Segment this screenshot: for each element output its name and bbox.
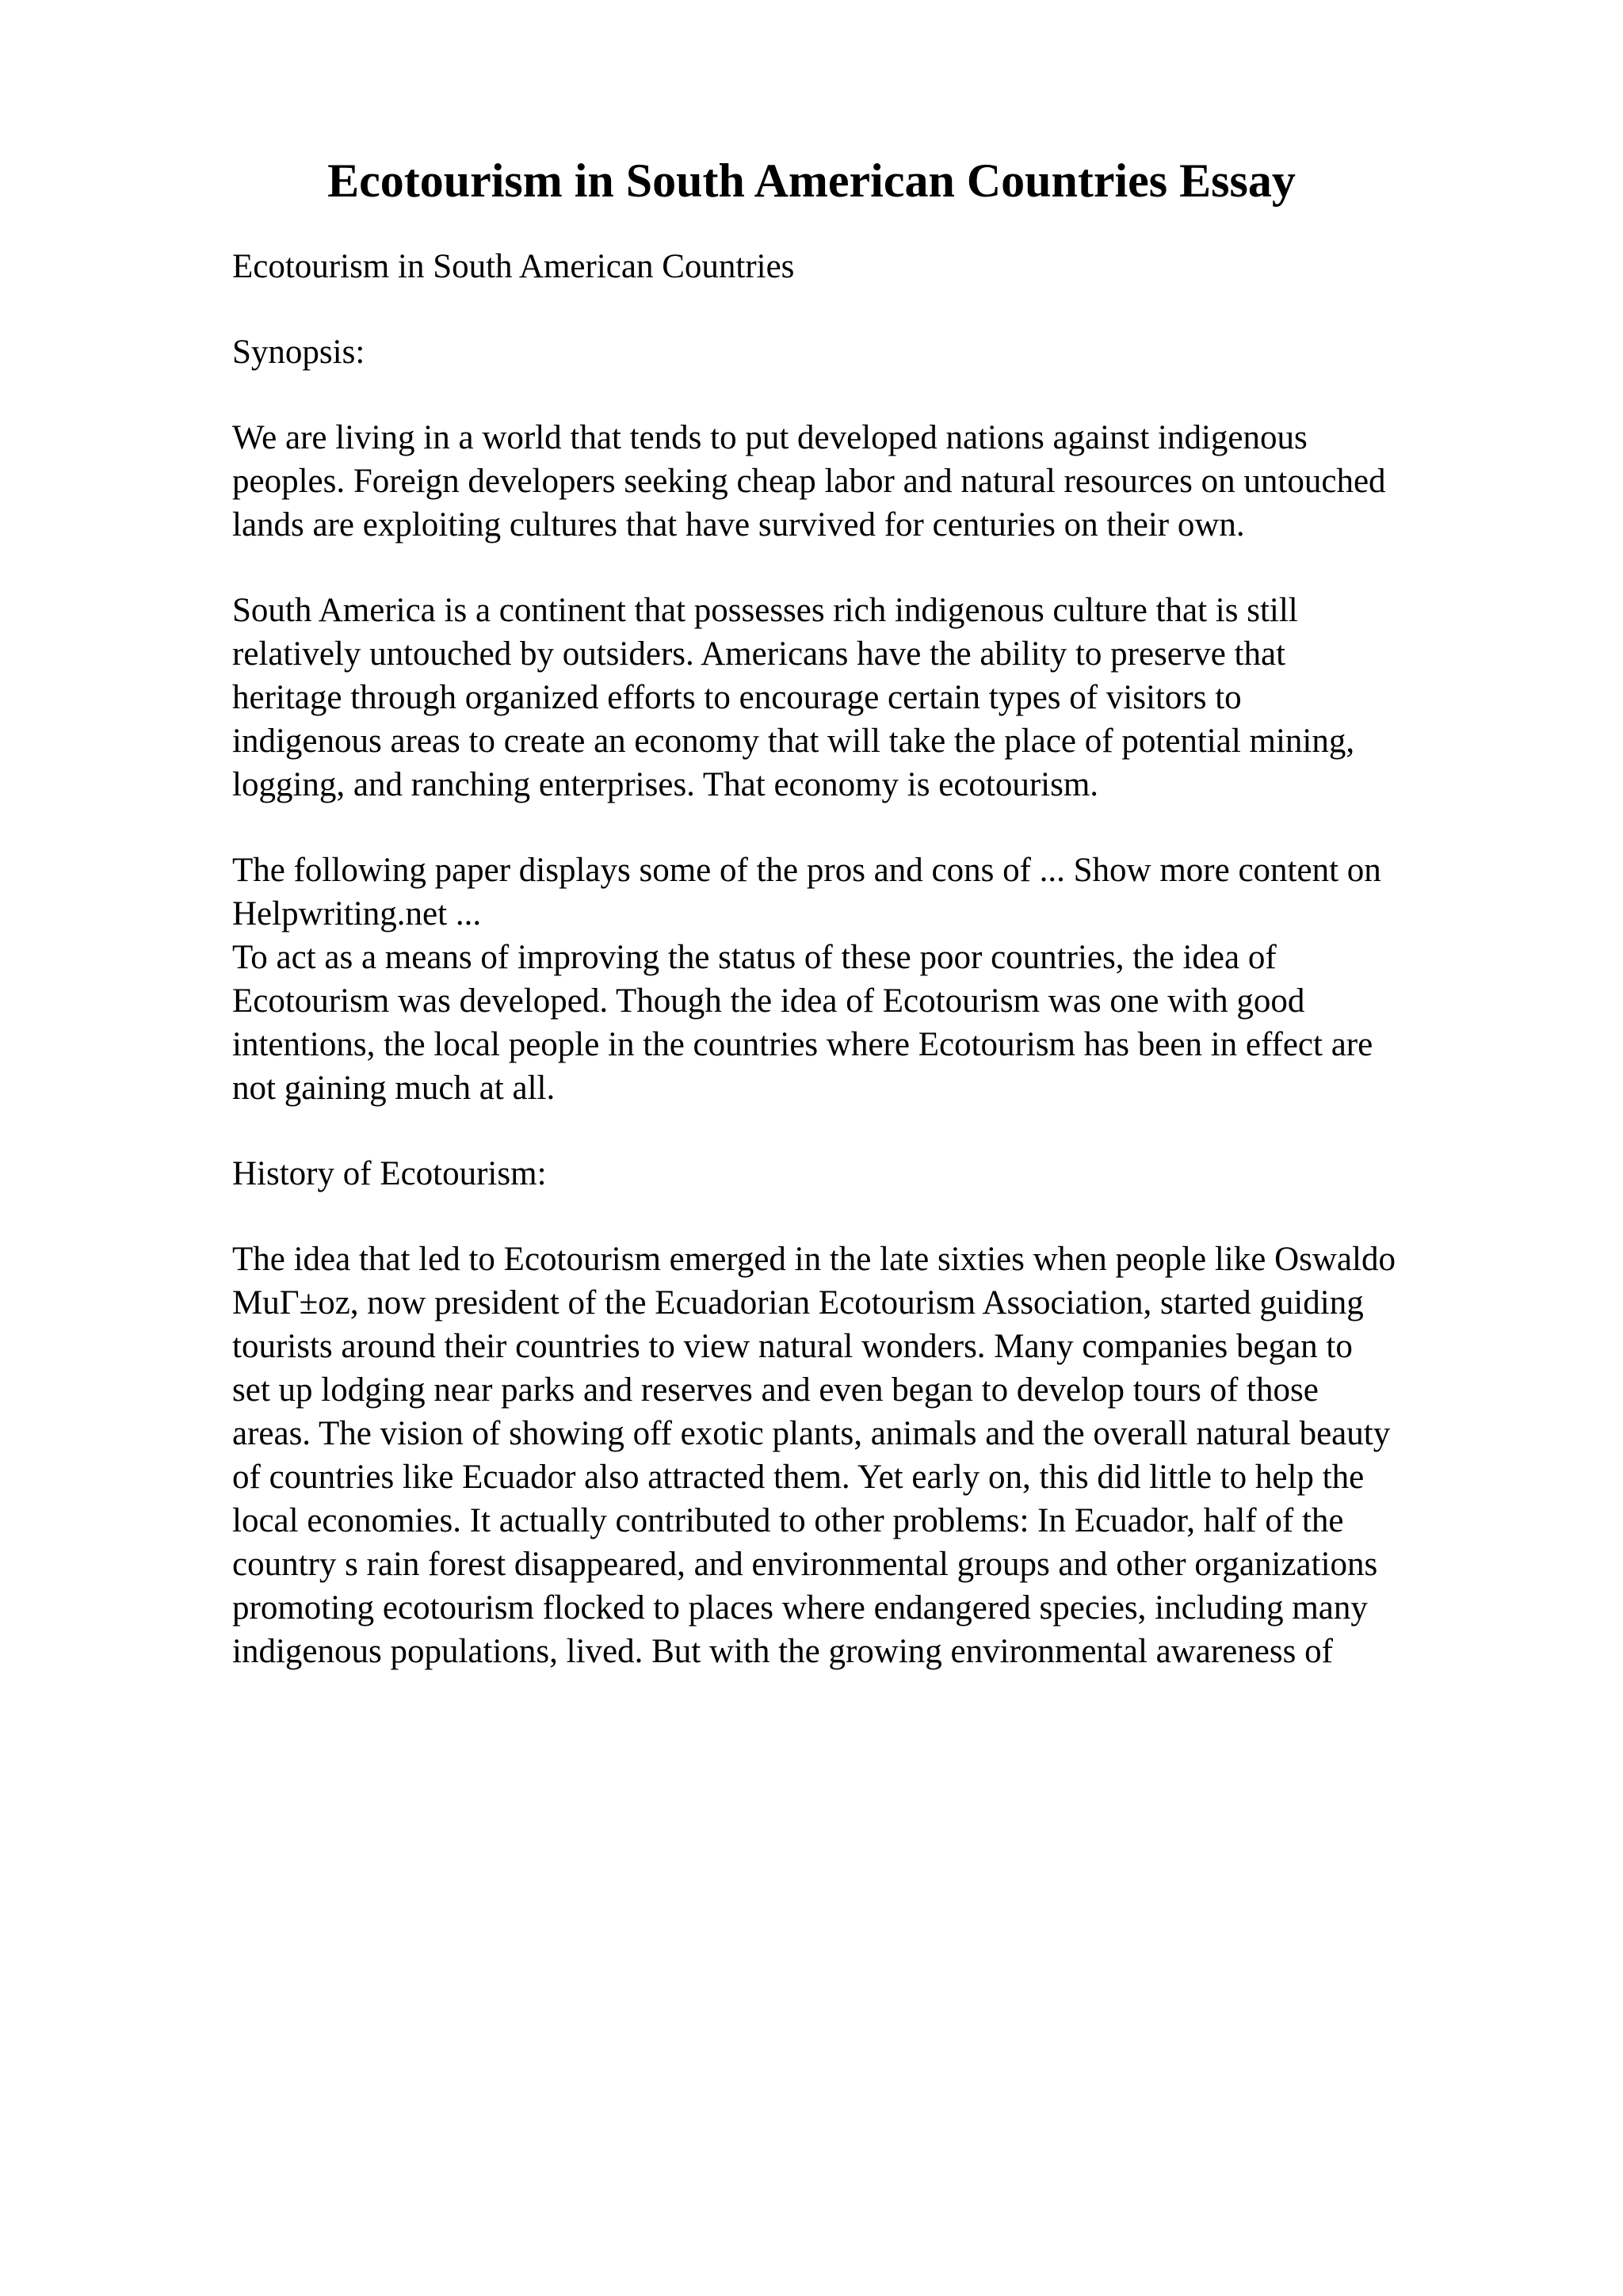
- paragraph-synopsis-heading: [232, 330, 1500, 374]
- text-line: South America is a continent that possesses rich indigenous culture that is still: [232, 592, 1298, 629]
- text-line: heritage through organized efforts to encourage certain types of visitors to: [232, 679, 1242, 716]
- text-line: The idea that led to Ecotourism emerged in the late sixties when people like Oswaldo: [232, 1241, 1396, 1278]
- paragraph-south-america: [232, 589, 1500, 807]
- text-line: country s rain forest disappeared, and environmental groups and other organizations: [232, 1546, 1378, 1583]
- text-line: promoting ecotourism flocked to places where endangered species, including many: [232, 1589, 1368, 1627]
- document-body: [232, 245, 1500, 1715]
- text-line: Helpwriting.net ...: [232, 895, 482, 933]
- text-line: Ecotourism in South American Countries: [232, 248, 795, 285]
- text-line: Synopsis:: [232, 334, 365, 371]
- text-line: peoples. Foreign developers seeking cheap labor and natural resources on untouched: [232, 463, 1386, 500]
- text-line: The following paper displays some of the pros and cons of ... Show more content on: [232, 852, 1381, 889]
- paragraph-subtitle: [232, 245, 1500, 288]
- text-line: To act as a means of improving the status of these poor countries, the idea of: [232, 939, 1277, 976]
- paragraph-means: [232, 936, 1500, 1110]
- text-line: logging, and ranching enterprises. That economy is ecotourism.: [232, 766, 1099, 803]
- text-line: areas. The vision of showing off exotic plants, animals and the overall natural beauty: [232, 1415, 1391, 1452]
- text-line: intentions, the local people in the countries where Ecotourism has been in effect are: [232, 1026, 1373, 1063]
- text-line: of countries like Ecuador also attracted them. Yet early on, this did little to help the: [232, 1459, 1365, 1496]
- text-line: not gaining much at all.: [232, 1070, 556, 1107]
- text-line: indigenous areas to create an economy that will take the place of potential mining,: [232, 723, 1355, 760]
- paragraph-history-heading: [232, 1152, 1500, 1196]
- text-line: MuΓ±oz, now president of the Ecuadorian Ecotourism Association, started guiding: [232, 1284, 1364, 1322]
- text-line: tourists around their countries to view natural wonders. Many companies began to: [232, 1328, 1353, 1365]
- page-title: Ecotourism in South American Countries Essay: [327, 154, 1296, 207]
- text-line: Ecotourism was developed. Though the idea of Ecotourism was one with good: [232, 982, 1305, 1020]
- text-line: We are living in a world that tends to put developed nations against indigenous: [232, 419, 1308, 456]
- text-line: History of Ecotourism:: [232, 1155, 547, 1192]
- paragraph-intro: [232, 416, 1500, 547]
- text-line: lands are exploiting cultures that have survived for centuries on their own.: [232, 506, 1245, 543]
- paragraph-show-more: [232, 849, 1500, 936]
- text-line: relatively untouched by outsiders. Americans have the ability to preserve that: [232, 635, 1286, 673]
- text-line: local economies. It actually contributed to other problems: In Ecuador, half of the: [232, 1502, 1344, 1539]
- text-line: indigenous populations, lived. But with the growing environmental awareness of: [232, 1633, 1333, 1670]
- paragraph-history: [232, 1238, 1500, 1673]
- text-line: set up lodging near parks and reserves and even began to develop tours of those: [232, 1371, 1319, 1409]
